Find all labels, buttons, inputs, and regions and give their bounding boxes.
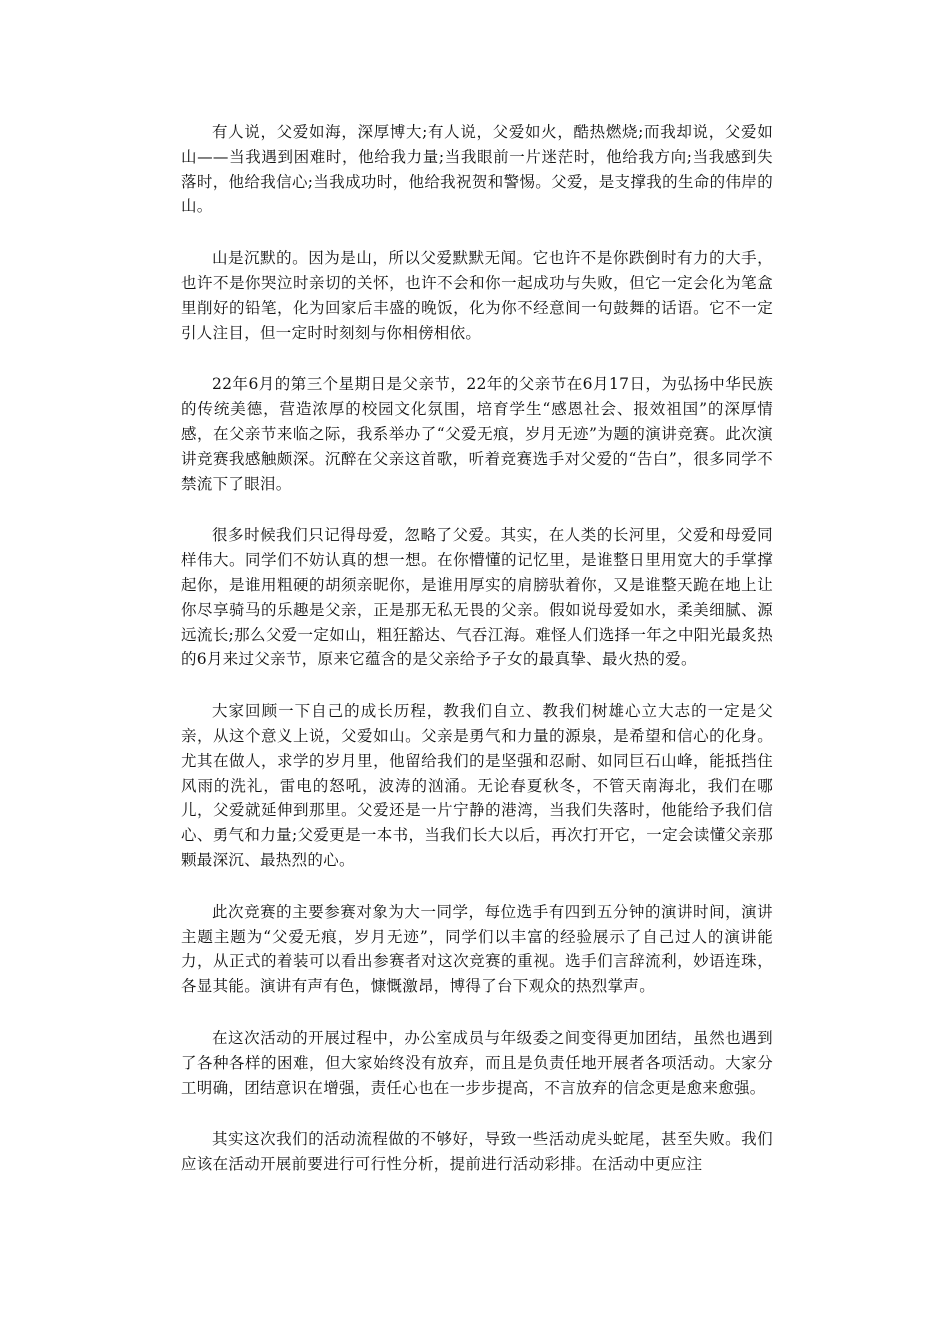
- paragraph-7: 在这次活动的开展过程中，办公室成员与年级委之间变得更加团结，虽然也遇到了各种各样的困难，但大家始终没有放弃，而且是负责任地开展者各项活动。大家分工明确，团结意识在增强，责任心也在一步步提高，不言放弃的信念更是愈来愈强。: [181, 1028, 773, 1097]
- paragraph-6: 此次竞赛的主要参赛对象为大一同学，每位选手有四到五分钟的演讲时间，演讲主题主题为“父爱无痕，岁月无迹”，同学们以丰富的经验展示了自己过人的演讲能力，从正式的着装可以看出参赛者对这次竞赛的重视。选手们言辞流利，妙语连珠，各显其能。演讲有声有色，慷慨激昂，博得了台下观众的热烈掌声。: [181, 902, 773, 996]
- paragraph-1: 有人说，父爱如海，深厚博大;有人说，父爱如火，酷热燃烧;而我却说，父爱如山——当我遇到困难时，他给我力量;当我眼前一片迷茫时，他给我方向;当我感到失落时，他给我信心;当我成功时，他给我祝贺和警惕。父爱，是支撑我的生命的伟岸的山。: [181, 123, 773, 216]
- document-body: [181, 120, 773, 1204]
- paragraph-8: 其实这次我们的活动流程做的不够好，导致一些活动虎头蛇尾，甚至失败。我们应该在活动开展前要进行可行性分析，提前进行活动彩排。在活动中更应注: [181, 1130, 773, 1174]
- paragraph-5: 大家回顾一下自己的成长历程，教我们自立、教我们树雄心立大志的一定是父亲，从这个意义上说，父爱如山。父亲是勇气和力量的源泉，是希望和信心的化身。尤其在做人，求学的岁月里，他留给我们的是坚强和忍耐、如同巨石山峰，能抵挡住风雨的洗礼，雷电的怒吼，波涛的汹涌。无论春夏秋冬，不管天南海北，我们在哪儿，父爱就延伸到那里。父爱还是一片宁静的港湾，当我们失落时，他能给予我们信心、勇气和力量;父爱更是一本书，当我们长大以后，再次打开它，一定会读懂父亲那颗最深沉、最热烈的心。: [181, 702, 773, 869]
- paragraph-3: 22年6月的第三个星期日是父亲节，22年的父亲节在6月17日，为弘扬中华民族的传统美德，营造浓厚的校园文化氛围，培育学生“感恩社会、报效祖国”的深厚情感，在父亲节来临之际，我系举办了“父爱无痕，岁月无迹”为题的演讲竞赛。此次演讲竞赛我感触颇深。沉醉在父亲这首歌，听着竞赛选手对父爱的“告白”，很多同学不禁流下了眼泪。: [181, 375, 773, 493]
- paragraph-4: 很多时候我们只记得母爱，忽略了父爱。其实，在人类的长河里，父爱和母爱同样伟大。同学们不妨认真的想一想。在你懵懂的记忆里，是谁整日里用宽大的手掌撑起你，是谁用粗硬的胡须亲昵你，是谁用厚实的肩膀驮着你，又是谁整天跪在地上让你尽享骑马的乐趣是父亲，正是那无私无畏的父亲。假如说母爱如水，柔美细腻、源远流长;那么父爱一定如山，粗狂豁达、气吞江海。难怪人们选择一年之中阳光最炙热的6月来过父亲节，原来它蕴含的是父亲给予子女的最真挚、最火热的爱。: [181, 526, 773, 669]
- paragraph-2: 山是沉默的。因为是山，所以父爱默默无闻。它也许不是你跌倒时有力的大手，也许不是你哭泣时亲切的关怀，也许不会和你一起成功与失败，但它一定会化为笔盒里削好的铅笔，化为回家后丰盛的晚饭，化为你不经意间一句鼓舞的话语。它不一定引人注目，但一定时时刻刻与你相傍相依。: [181, 249, 773, 342]
